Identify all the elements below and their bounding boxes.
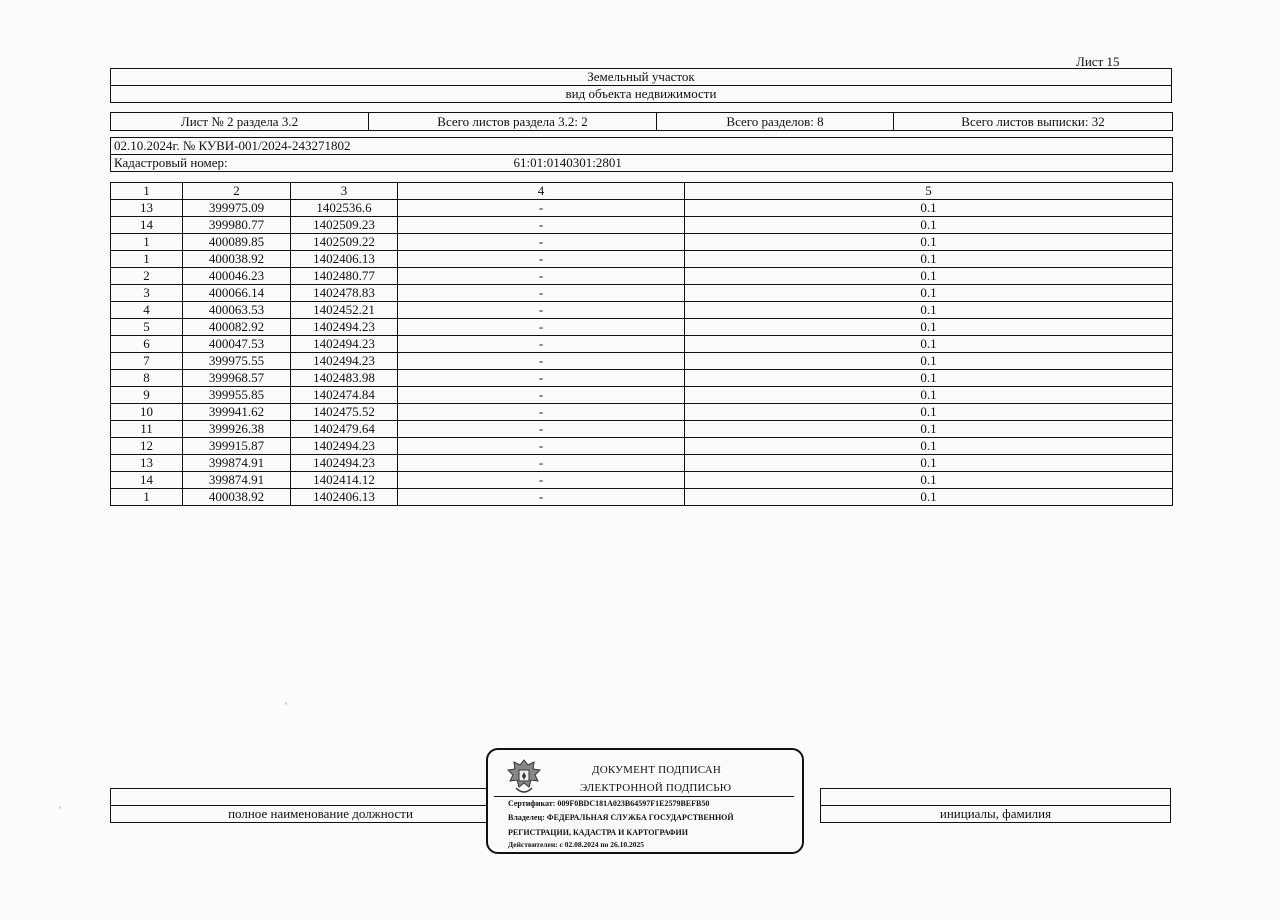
accuracy: 0.1 [685,370,1173,387]
coordinates-row [111,217,1173,234]
electronic-signature-stamp [486,748,804,854]
coordinates-header-row [111,183,1173,200]
accuracy: 0.1 [685,285,1173,302]
point-number: 1 [111,234,183,251]
y-coordinate: 1402509.22 [291,234,398,251]
y-coordinate: 1402494.23 [291,353,398,370]
y-coordinate: 1402509.23 [291,217,398,234]
coordinates-row [111,285,1173,302]
accuracy: 0.1 [685,472,1173,489]
accuracy: 0.1 [685,353,1173,370]
point-number: 14 [111,217,183,234]
point-number: 1 [111,489,183,506]
coordinates-row [111,421,1173,438]
x-coordinate: 399915.87 [183,438,291,455]
method: - [398,234,685,251]
x-coordinate: 399874.91 [183,455,291,472]
accuracy: 0.1 [685,455,1173,472]
method: - [398,353,685,370]
coordinates-row [111,234,1173,251]
point-number: 1 [111,251,183,268]
coordinates-row [111,319,1173,336]
coordinates-row [111,336,1173,353]
y-coordinate: 1402479.64 [291,421,398,438]
y-coordinate: 1402536.6 [291,200,398,217]
coordinates-row [111,438,1173,455]
y-coordinate: 1402494.23 [291,455,398,472]
col-header-1: 1 [111,183,183,200]
cadastral-label: Кадастровый номер: [111,155,511,172]
position-label: полное наименование должности [111,806,531,823]
coat-of-arms-icon [504,756,544,800]
method: - [398,336,685,353]
method: - [398,489,685,506]
x-coordinate: 399941.62 [183,404,291,421]
accuracy: 0.1 [685,387,1173,404]
x-coordinate: 399955.85 [183,387,291,404]
coordinates-row [111,387,1173,404]
point-number: 10 [111,404,183,421]
col-header-2: 2 [183,183,291,200]
point-number: 7 [111,353,183,370]
x-coordinate: 399980.77 [183,217,291,234]
point-number: 6 [111,336,183,353]
x-coordinate: 399975.09 [183,200,291,217]
stamp-owner-line2: РЕГИСТРАЦИИ, КАДАСТРА И КАРТОГРАФИИ [508,828,688,837]
method: - [398,370,685,387]
identification-table [110,137,1173,172]
y-coordinate: 1402494.23 [291,319,398,336]
coordinates-table [110,182,1173,506]
point-number: 8 [111,370,183,387]
method: - [398,472,685,489]
accuracy: 0.1 [685,302,1173,319]
date-number: 02.10.2024г. № КУВИ-001/2024-243271802 [111,138,1173,155]
y-coordinate: 1402406.13 [291,251,398,268]
stamp-title-line1: ДОКУМЕНТ ПОДПИСАН [592,764,722,776]
y-coordinate: 1402480.77 [291,268,398,285]
y-coordinate: 1402474.84 [291,387,398,404]
method: - [398,268,685,285]
y-coordinate: 1402406.13 [291,489,398,506]
coordinates-row [111,200,1173,217]
point-number: 5 [111,319,183,336]
y-coordinate: 1402494.23 [291,336,398,353]
stamp-divider [494,796,794,797]
x-coordinate: 400082.92 [183,319,291,336]
accuracy: 0.1 [685,489,1173,506]
scan-mark: ˈ [284,700,288,714]
stamp-certificate: Сертификат: 009F0BDC181A023B64597F1E2579BEFB50 [508,799,710,808]
total-sections: Всего разделов: 8 [657,113,894,131]
stamp-validity: Действителен: с 02.08.2024 по 26.10.2025 [508,840,645,849]
scan-mark: ˈ [58,804,62,818]
coordinates-row [111,455,1173,472]
y-coordinate: 1402483.98 [291,370,398,387]
x-coordinate: 400046.23 [183,268,291,285]
x-coordinate: 400089.85 [183,234,291,251]
method: - [398,387,685,404]
method: - [398,285,685,302]
coordinates-row [111,370,1173,387]
method: - [398,302,685,319]
y-coordinate: 1402478.83 [291,285,398,302]
x-coordinate: 399874.91 [183,472,291,489]
accuracy: 0.1 [685,404,1173,421]
point-number: 11 [111,421,183,438]
coordinates-row [111,472,1173,489]
point-number: 9 [111,387,183,404]
point-number: 13 [111,455,183,472]
point-number: 14 [111,472,183,489]
x-coordinate: 400038.92 [183,251,291,268]
method: - [398,438,685,455]
method: - [398,217,685,234]
cadastral-number: 61:01:0140301:2801 [511,155,1173,172]
total-extract-sheets: Всего листов выписки: 32 [894,113,1173,131]
method: - [398,455,685,472]
accuracy: 0.1 [685,217,1173,234]
point-number: 3 [111,285,183,302]
coordinates-row [111,404,1173,421]
accuracy: 0.1 [685,438,1173,455]
sheet-meta-table [110,112,1173,131]
x-coordinate: 399968.57 [183,370,291,387]
x-coordinate: 400038.92 [183,489,291,506]
point-number: 13 [111,200,183,217]
method: - [398,251,685,268]
accuracy: 0.1 [685,200,1173,217]
accuracy: 0.1 [685,251,1173,268]
coordinates-row [111,268,1173,285]
col-header-5: 5 [685,183,1173,200]
accuracy: 0.1 [685,336,1173,353]
point-number: 2 [111,268,183,285]
section-sheet: Лист № 2 раздела 3.2 [111,113,369,131]
object-kind-label: вид объекта недвижимости [111,86,1172,103]
method: - [398,200,685,217]
accuracy: 0.1 [685,421,1173,438]
sheet-number: Лист 15 [1076,54,1120,69]
col-header-4: 4 [398,183,685,200]
y-coordinate: 1402452.21 [291,302,398,319]
name-label: инициалы, фамилия [821,806,1171,823]
y-coordinate: 1402414.12 [291,472,398,489]
method: - [398,404,685,421]
accuracy: 0.1 [685,234,1173,251]
coordinates-row [111,302,1173,319]
y-coordinate: 1402475.52 [291,404,398,421]
method: - [398,421,685,438]
method: - [398,319,685,336]
stamp-owner-line1: Владелец: ФЕДЕРАЛЬНАЯ СЛУЖБА ГОСУДАРСТВЕННОЙ [508,813,734,822]
object-type: Земельный участок [111,69,1172,86]
y-coordinate: 1402494.23 [291,438,398,455]
accuracy: 0.1 [685,319,1173,336]
x-coordinate: 399926.38 [183,421,291,438]
coordinates-row [111,251,1173,268]
object-header-table [110,68,1172,103]
accuracy: 0.1 [685,268,1173,285]
x-coordinate: 400063.53 [183,302,291,319]
col-header-3: 3 [291,183,398,200]
total-section-sheets: Всего листов раздела 3.2: 2 [369,113,657,131]
point-number: 4 [111,302,183,319]
coordinates-row [111,353,1173,370]
point-number: 12 [111,438,183,455]
x-coordinate: 399975.55 [183,353,291,370]
x-coordinate: 400066.14 [183,285,291,302]
stamp-title-line2: ЭЛЕКТРОННОЙ ПОДПИСЬЮ [580,782,732,794]
x-coordinate: 400047.53 [183,336,291,353]
coordinates-row [111,489,1173,506]
